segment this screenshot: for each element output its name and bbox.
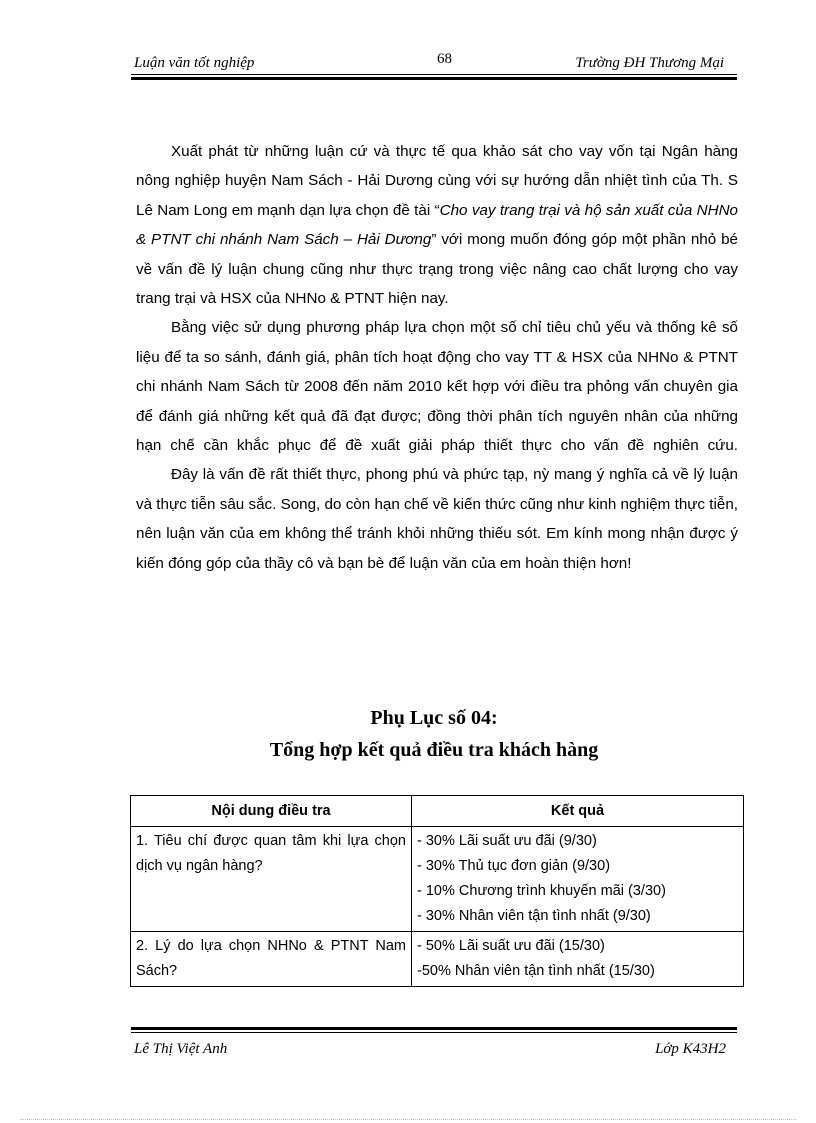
answer-line: - 10% Chương trình khuyến mãi (3/30) [417, 883, 666, 899]
header-university-label: Trường ĐH Thương Mại [575, 55, 724, 71]
paragraph-1-start: Xuất phát từ những luận cứ và thực tế qua khảo sát cho vay vốn tại Ngân hàng nông nghiệp huyện Nam Sách - Hải Dương cùng với sự hướng dẫn nhiệt tình của Th. S Lê Nam Long em mạnh dạn lựa chọn đề tài “ [136, 143, 738, 219]
paragraph-2: Bằng việc sử dụng phương pháp lựa chọn một số chỉ tiêu chủ yếu và thống kê số liệu để ta so sánh, đánh giá, phân tích hoạt động cho vay TT & HSX của NHNo & PTNT chi nhánh Nam Sách từ 2008 đến năm 2010 kết hợp với điều tra phỏng vấn chuyên gia để đánh giá những kết quả đã đạt được; đồng thời phân tích nguyên nhân của những hạn chế cần khắc phục để đề xuất giải pháp thiết thực cho vấn đề nghiên cứu. [136, 319, 738, 455]
footer-rule-thick [131, 1027, 737, 1030]
answer-line: -50% Nhân viên tận tình nhất (15/30) [417, 963, 655, 979]
answer-line: - 30% Lãi suất ưu đãi (9/30) [417, 833, 597, 849]
header-rule-thin [131, 74, 737, 75]
paragraph-3: Đây là vấn đề rất thiết thực, phong phú và phức tạp, nỳ mang ý nghĩa cả về lý luận và thực tiễn sâu sắc. Song, do còn hạn chế về kiến thức cũng như kinh nghiệm thực tiễn, nên luận văn của em không thể tránh khỏi những thiếu sót. Em kính mong nhận được ý kiến đóng góp của thầy cô và bạn bè để luận văn của em hoàn thiện hơn! [136, 466, 738, 572]
table-row [131, 932, 744, 987]
table-row [131, 827, 744, 932]
body-text [136, 137, 738, 578]
paragraph-1-end: ” với mong muốn đóng góp một phần nhỏ bé về vấn đề lý luận chung cũng như thực trạng trong việc nâng cao chất lượng cho vay trang trại và HSX của NHNo & PTNT hiện nay. [136, 231, 739, 308]
column-header-content: Nội dung điều tra [131, 796, 412, 827]
header-thesis-label: Luận văn tốt nghiệp [134, 55, 255, 71]
question-cell: 1. Tiêu chí được quan tâm khi lựa chọn dịch vụ ngân hàng? [131, 827, 412, 932]
footer-author: Lê Thị Việt Anh [134, 1041, 228, 1057]
appendix-subtitle: Tổng hợp kết quả điều tra khách hàng [269, 739, 599, 761]
answer-line: - 50% Lãi suất ưu đãi (15/30) [417, 938, 605, 954]
paragraph-1 [136, 137, 738, 313]
page-number: 68 [437, 51, 452, 67]
appendix-title: Phụ Lục số 04: [370, 707, 498, 729]
thesis-topic: Cho vay trang trại và hộ sản xuất của NHNo & PTNT chi nhánh Nam Sách – Hải Dương [136, 201, 738, 249]
answer-cell [412, 827, 744, 932]
survey-table [130, 795, 744, 987]
page-edge-divider [20, 1119, 796, 1120]
footer-rule-thin [131, 1032, 737, 1033]
table-header-row [131, 796, 744, 827]
answer-line: - 30% Thủ tục đơn giản (9/30) [417, 858, 611, 874]
header-rule-thick [131, 77, 737, 80]
answer-line: - 30% Nhân viên tận tình nhất (9/30) [417, 908, 651, 924]
column-header-result: Kết quả [412, 796, 744, 827]
answer-cell [412, 932, 744, 987]
question-cell: 2. Lý do lựa chọn NHNo & PTNT Nam Sách? [131, 932, 412, 987]
footer-class: Lớp K43H2 [655, 1041, 726, 1057]
